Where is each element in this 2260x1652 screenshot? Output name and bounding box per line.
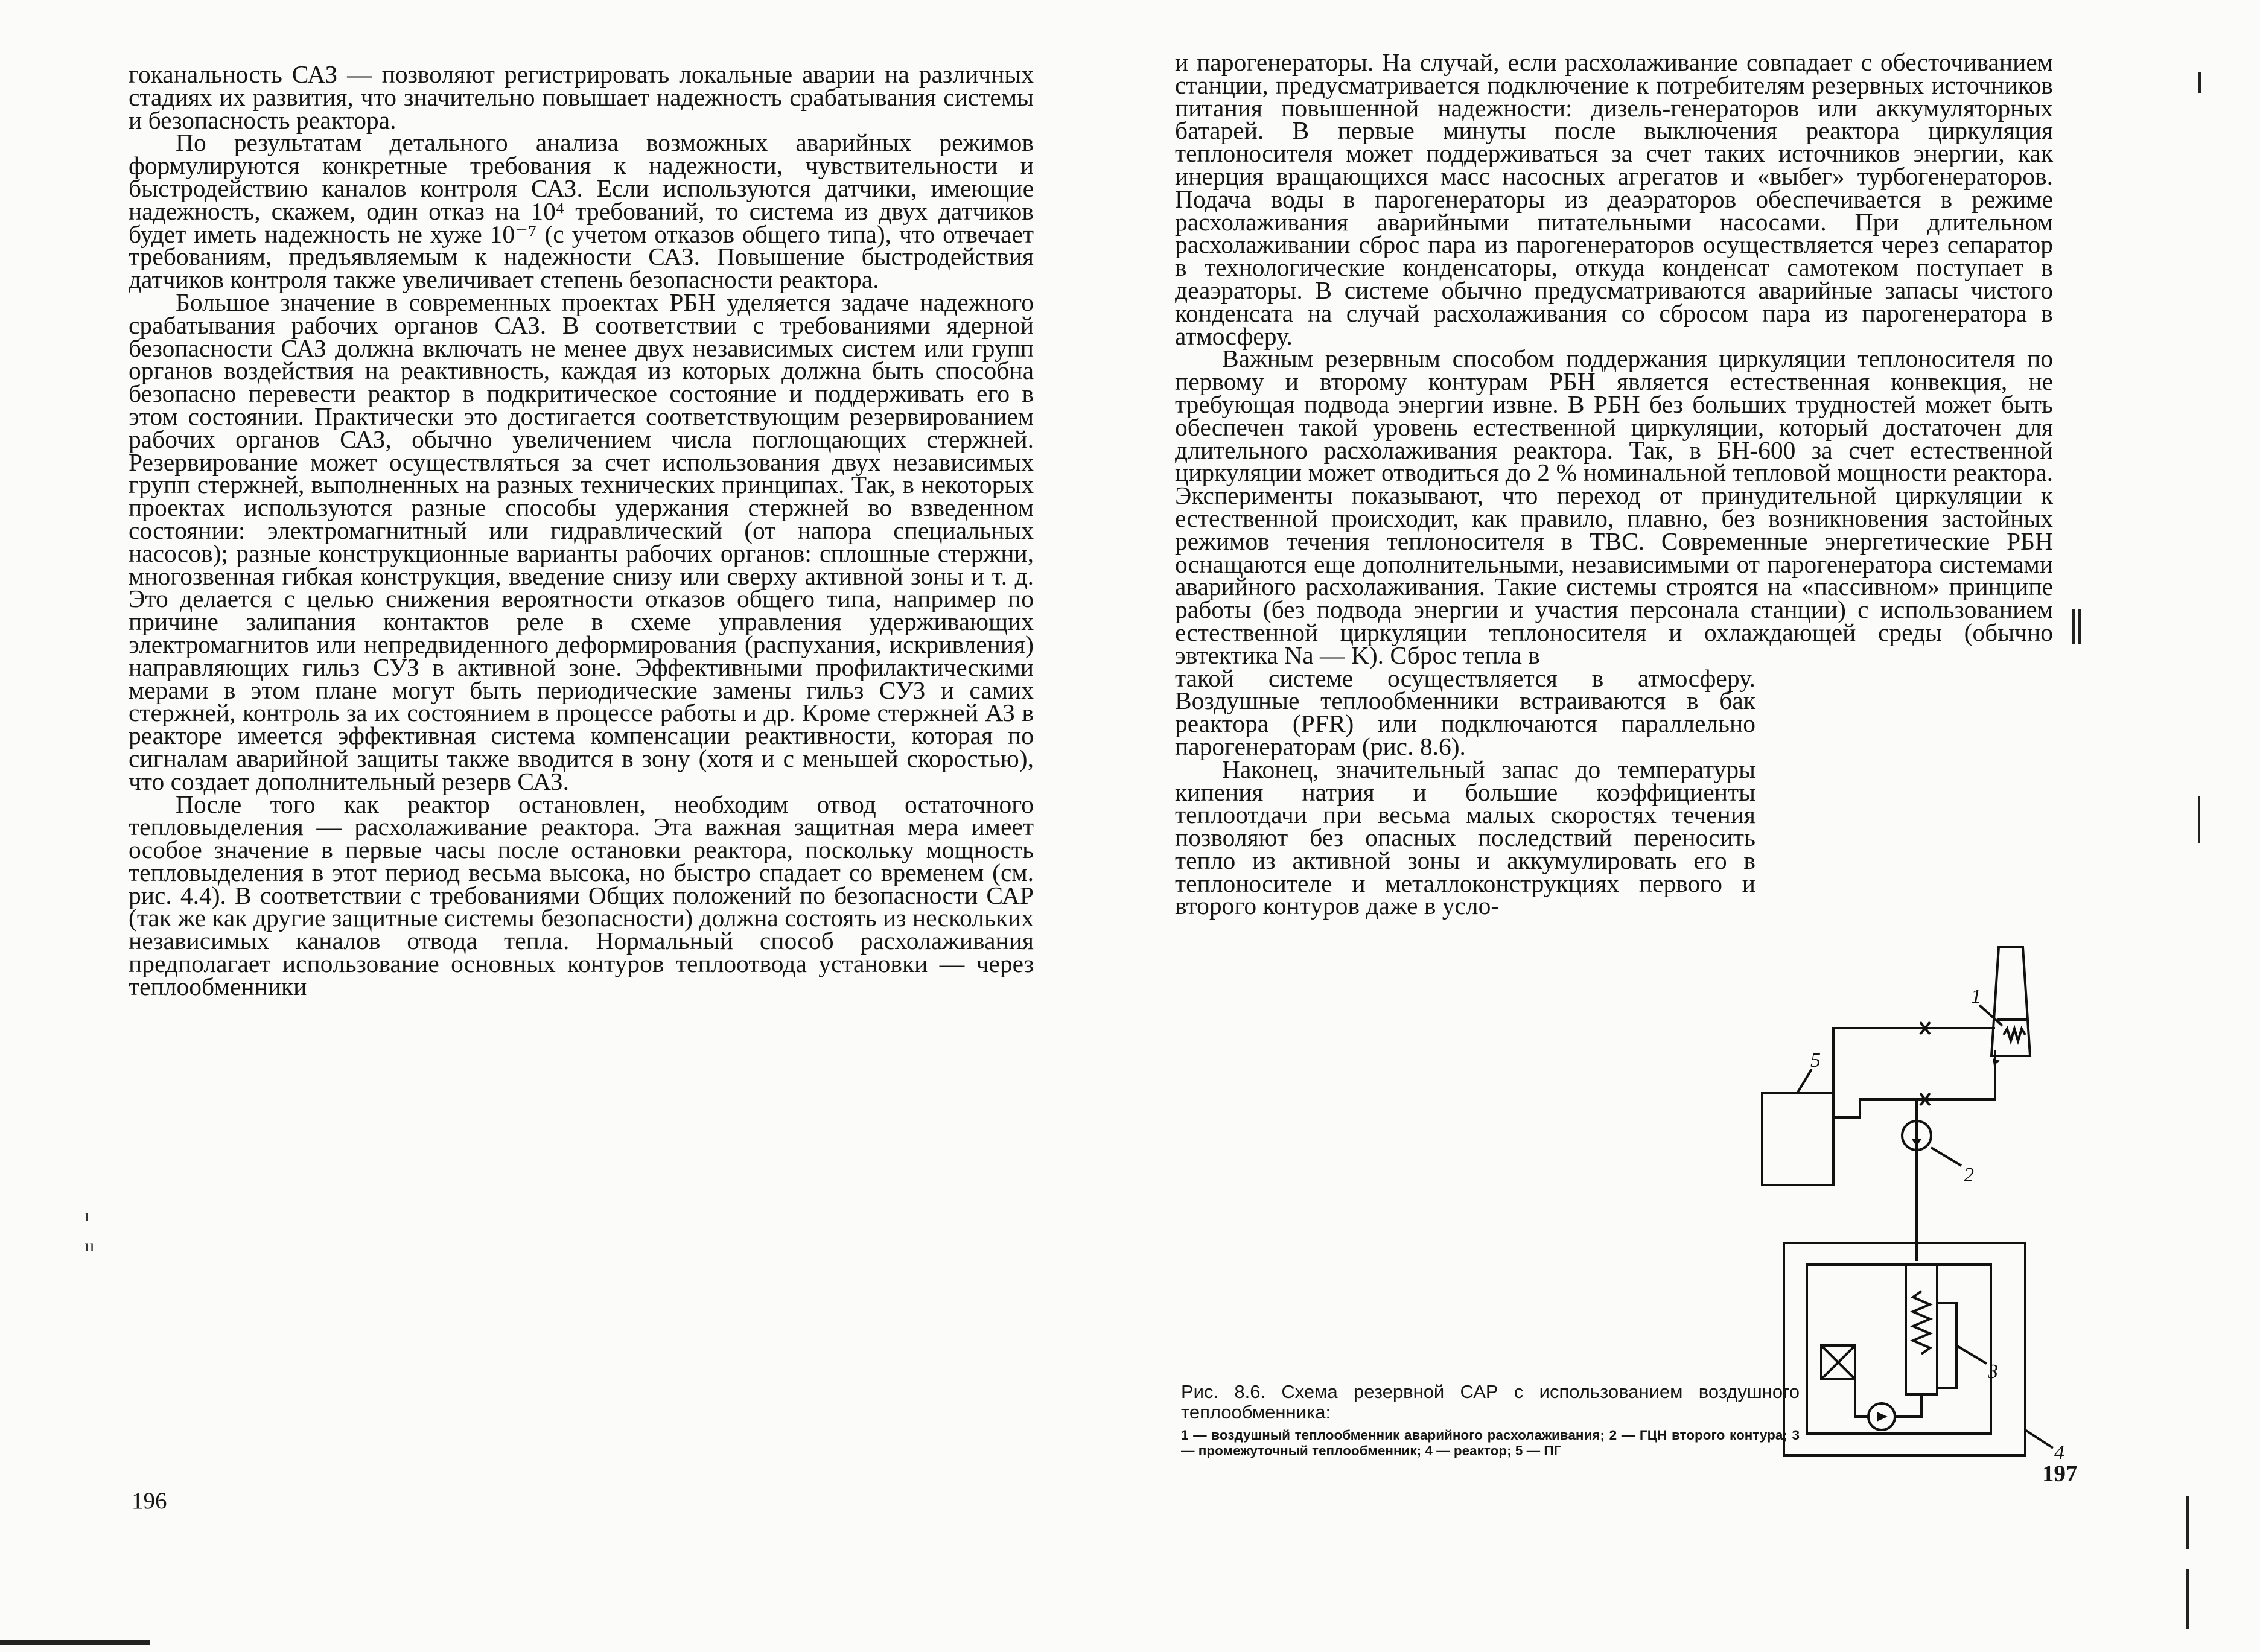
right-page (1130, 0, 2260, 1652)
right-text-column (1175, 48, 2053, 920)
leader-line-3 (1956, 1345, 1987, 1364)
leader-line-5 (1797, 1069, 1812, 1093)
figure-caption (1181, 1382, 1800, 1459)
scan-edge-mark (2198, 72, 2201, 93)
figure-8-6-diagram (1739, 929, 2077, 1460)
pump-arrow (1912, 1139, 1921, 1146)
figure-label-4: 4 (2054, 1441, 2064, 1460)
wrapped-text-beside-figure (1175, 664, 1755, 920)
figure-label-1: 1 (1971, 985, 1981, 1008)
paragraph: Наконец, значительный запас до температуры кипения натрия и большие коэффициенты теплоотдачи при весьма малых скоростях течения позволяют без опасных последствий переносить тепло из активной зоны и аккумулировать его в теплоносителе и металлоконструкциях первого и второго контуров даже в усло- (1175, 755, 1755, 920)
paragraph: и парогенераторы. На случай, если расхолаживание совпадает с обесточиванием станции, предусматривается подключение к потребителям резервных источников питания повышенной надежности: дизель-генераторов или аккумуляторных батарей. В первые минуты после выключения реактора циркуляция теплоносителя может поддерживаться за счет таких источников энергии, как инерция вращающихся масс насосных агрегатов и «выбег» турбогенераторов. Подача воды в парогенераторы из деаэраторов обеспечивается в режиме расхолаживания аварийными питательными насосами. При длительном расхолаживании сброс пара из парогенераторов осуществляется через сепаратор в технологические конденсаторы, откуда конденсат самотеком поступает в деаэраторы. В системе обычно предусматриваются аварийные запасы чистого конденсата на случай расхолаживания со сбросом пара из парогенератора в атмосферу. (1175, 48, 2053, 350)
scan-edge-mark (2186, 1569, 2189, 1629)
pump-arrow (1877, 1412, 1888, 1422)
scan-edge-mark (2186, 1496, 2189, 1549)
secondary-loop-pipe (1937, 1303, 1956, 1388)
left-text-column (129, 60, 1034, 1000)
scan-edge-mark (2198, 796, 2200, 843)
paragraph: По результатам детального анализа возможных аварийных режимов формулируются конкретные требования к надежности, чувствительности и быстродействию каналов контроля САЗ. Если используются датчики, имеющие надежность, скажем, один отказ на 10⁴ требований, то система из двух датчиков будет иметь надежность не хуже 10⁻⁷ (с учетом отказов общего типа), что отвечает требованиям, предъявляемым к надежности САЗ. Повышение быстродействия датчиков контроля также увеличивает степень безопасности реактора. (129, 129, 1034, 294)
scan-edge-mark (2078, 609, 2081, 644)
page-number: 196 (132, 1488, 167, 1514)
leader-line-1 (1979, 1005, 2002, 1026)
caption-legend: 1 — воздушный теплообменник аварийного расхолаживания; 2 — ГЦН второго контура; 3 — промежуточный теплообменник; 4 — реактор; 5 — ПГ (1181, 1428, 1800, 1458)
scan-edge-mark (2072, 609, 2075, 644)
leader-line-4 (2025, 1430, 2053, 1448)
cooling-scheme-diagram (1739, 929, 2077, 1460)
core-cross (1821, 1345, 1855, 1379)
paragraph: Важным резервным способом поддержания циркуляции теплоносителя по первому и второму контурам РБН является естественная конвекция, не требующая подвода энергии извне. В РБН без больших трудностей может быть обеспечен такой уровень естественной циркуляции, который достаточен для длительного расхолаживания реактора. Так, в БН-600 за счет естественной циркуляции может отводиться до 2 % номинальной тепловой мощности реактора. Эксперименты показывают, что переход от принудительной циркуляции к естественной происходит, как правило, плавно, без возникновения застойных режимов течения теплоносителя в ТВС. Современные энергетические РБН оснащаются еще дополнительными, независимыми от парогенератора системами аварийного расхолаживания. Такие системы строятся на «пассивном» принципе работы (без подвода энергии и участия персонала станции) с использованием естественной циркуляции теплоносителя и охлаждающей среды (обычно эвтектика Na — K). Сброс тепла в (1175, 345, 2053, 669)
heat-exchanger-coil (1913, 1291, 1930, 1354)
scan-speck: ıı (84, 1236, 95, 1256)
exchanger-coil (2004, 1029, 2025, 1041)
pipe-return (1833, 1050, 1995, 1117)
paragraph: гоканальность САЗ — позволяют регистрировать локальные аварии на различных стадиях их развития, что значительно повышает надежность срабатывания системы и безопасность реактора. (129, 60, 1034, 134)
pipe-top (1833, 1028, 1995, 1110)
paragraph: Большое значение в современных проектах РБН уделяется задаче надежного срабатывания рабочих органов САЗ. В соответствии с требованиями ядерной безопасности САЗ должна включать не менее двух независимых систем или групп органов воздействия на реактивность, каждая из которых должна быть способна безопасно перевести реактор в подкритическое состояние и поддерживать его в этом состоянии. Практически это достигается соответствующим резервированием рабочих органов САЗ, обычно увеличением числа поглощающих стержней. Резервирование может осуществляться за счет использования двух независимых групп стержней, выполненных на разных технических принципах. Так, в некоторых проектах используются разные способы удержания стержней во взведенном состоянии: электромагнитный или гидравлический (от напора специальных насосов); разные конструкционные варианты рабочих органов: сплошные стержни, многозвенная гибкая конструкция, введение снизу или сверху активной зоны и т. д. Это делается с целью снижения вероятности отказов общего типа, например по причине залипания контактов реле в схеме управления удерживающих электромагнитов или непредвиденного деформирования (распухания, искривления) направляющих гильз СУЗ в активной зоне. Эффективными профилактическими мерами в этом плане могут быть периодические замены гильз СУЗ и самих стержней, контроль за их состоянием в процессе работы и др. Кроме стержней АЗ в реакторе имеется эффективная система компенсации реактивности, которая по сигналам аварийной защиты также вводится в зону (хотя и с меньшей скоростью), что создает дополнительный резерв САЗ. (129, 288, 1034, 795)
page-number: 197 (2042, 1461, 2078, 1487)
figure-label-2: 2 (1964, 1164, 1974, 1186)
figure-label-5: 5 (1810, 1049, 1821, 1072)
primary-pipe (1855, 1379, 1921, 1417)
scan-speck: ı (84, 1206, 90, 1225)
caption-title: Рис. 8.6. Схема резервной САР с использованием воздушного теплообменника: (1181, 1381, 1800, 1423)
scan-edge-mark (0, 1640, 150, 1645)
paragraph: такой системе осуществляется в атмосферу. Воздушные теплообменники встраиваются в бак реактора (PFR) или подключаются параллельно парогенераторам (рис. 8.6). (1175, 664, 1755, 760)
leader-line-2 (1931, 1148, 1961, 1166)
steam-generator (1762, 1093, 1833, 1185)
figure-label-3: 3 (1988, 1361, 1998, 1383)
paragraph: После того как реактор остановлен, необходим отвод остаточного тепловыделения — расхолаживание реактора. Эта важная защитная мера имеет особое значение в первые часы после остановки реактора, поскольку мощность тепловыделения в этот период весьма высока, но быстро спадает со временем (см. рис. 4.4). В соответствии с требованиями Общих положений по безопасности САР (так же как другие защитные системы безопасности) должна состоять из нескольких независимых каналов отвода тепла. Нормальный способ расхолаживания предполагает использование основных контуров теплоотвода установки — через теплообменники (129, 790, 1034, 1000)
